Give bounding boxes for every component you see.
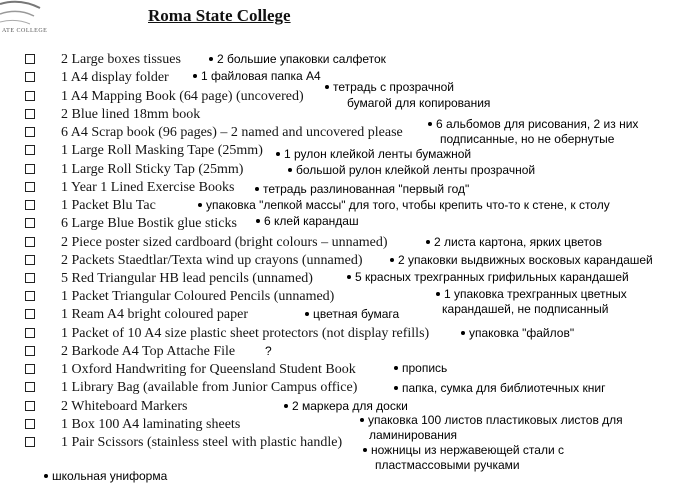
footer-note: школьная униформа (44, 469, 167, 484)
item-translation: 2 упаковки выдвижных восковых карандашей (390, 253, 653, 268)
item-english: 6 Large Blue Bostik glue sticks (61, 216, 237, 231)
item-english: 1 Box 100 A4 laminating sheets (61, 417, 241, 432)
bullet-icon (255, 187, 259, 191)
item-translation: цветная бумага (305, 307, 399, 322)
bullet-icon (394, 386, 398, 390)
item-english: 1 Large Roll Masking Tape (25mm) (61, 143, 263, 158)
item-translation: пропись (394, 361, 447, 376)
checkbox[interactable] (25, 218, 35, 228)
item-translation: тетрадь с прозрачной (325, 80, 454, 95)
item-english: 1 Year 1 Lined Exercise Books (61, 180, 235, 195)
checkbox[interactable] (25, 91, 35, 101)
bullet-icon (193, 74, 197, 78)
bullet-icon (428, 122, 432, 126)
item-english: 1 Ream A4 bright coloured paper (61, 307, 249, 322)
item-english: 1 Library Bag (available from Junior Campus office) (61, 380, 358, 395)
item-english: 2 Packets Staedtlar/Texta wind up crayons (unnamed) (61, 253, 363, 268)
item-translation: 5 красных трехгранных грифильных карандашей (347, 270, 629, 285)
checkbox[interactable] (25, 309, 35, 319)
checkbox[interactable] (25, 419, 35, 429)
checkbox[interactable] (25, 255, 35, 265)
item-translation: большой рулон клейкой ленты прозрачной (288, 163, 535, 178)
checkbox[interactable] (25, 127, 35, 137)
item-translation: 2 большие упаковки салфеток (209, 52, 386, 67)
bullet-icon (390, 258, 394, 262)
item-english: 6 A4 Scrap book (96 pages) – 2 named and uncovered please (61, 125, 403, 140)
bullet-icon (198, 203, 202, 207)
item-english: 2 Large boxes tissues (61, 52, 181, 67)
checkbox[interactable] (25, 364, 35, 374)
logo-emblem (0, 0, 44, 30)
item-english: 2 Barkode A4 Top Attache File (61, 344, 236, 359)
bullet-icon (347, 275, 351, 279)
item-english: 2 Piece poster sized cardboard (bright colours – unnamed) (61, 235, 388, 250)
checkbox[interactable] (25, 401, 35, 411)
item-english: 1 Pair Scissors (stainless steel with plastic handle) (61, 435, 343, 450)
item-translation: 1 рулон клейкой ленты бумажной (276, 147, 471, 162)
item-translation-continued: карандашей, не подписанный (442, 302, 609, 316)
item-translation: 1 файловая папка А4 (193, 69, 321, 84)
bullet-icon (284, 404, 288, 408)
item-translation-continued: ламинирования (369, 428, 458, 442)
item-translation: упаковка "лепкой массы" для того, чтобы крепить что-то к стене, к столу (198, 198, 610, 213)
checkbox[interactable] (25, 382, 35, 392)
checkbox[interactable] (25, 145, 35, 155)
item-translation: ? (265, 344, 272, 358)
bullet-icon (305, 312, 309, 316)
item-english: 1 Large Roll Sticky Tap (25mm) (61, 162, 244, 177)
bullet-icon (209, 57, 213, 61)
item-english: 1 Packet of 10 A4 size plastic sheet protectors (not display refills) (61, 326, 430, 341)
item-english: 1 Packet Triangular Coloured Pencils (unnamed) (61, 289, 335, 304)
item-english: 1 A4 display folder (61, 70, 169, 85)
item-translation-continued: пластмассовыми ручками (375, 458, 520, 472)
checkbox[interactable] (25, 291, 35, 301)
checkbox[interactable] (25, 109, 35, 119)
bullet-icon (44, 474, 48, 478)
logo-caption: ATE COLLEGE (2, 28, 48, 34)
bullet-icon (276, 152, 280, 156)
item-translation: 6 клей карандаш (256, 214, 359, 229)
checkbox[interactable] (25, 182, 35, 192)
item-english: 1 Packet Blu Tac (61, 198, 156, 213)
bullet-icon (394, 366, 398, 370)
college-logo (0, 0, 48, 38)
checkbox[interactable] (25, 54, 35, 64)
item-translation: упаковка "файлов" (461, 326, 574, 341)
item-translation: 2 листа картона, ярких цветов (426, 235, 602, 250)
bullet-icon (256, 219, 260, 223)
bullet-icon (436, 292, 440, 296)
item-english: 2 Blue lined 18mm book (61, 107, 201, 122)
item-translation: упаковка 100 листов пластиковых листов для (360, 413, 623, 428)
item-english: 2 Whiteboard Markers (61, 399, 188, 414)
checkbox[interactable] (25, 72, 35, 82)
checkbox[interactable] (25, 164, 35, 174)
bullet-icon (363, 448, 367, 452)
bullet-icon (426, 240, 430, 244)
item-translation: папка, сумка для библиотечных книг (394, 381, 605, 396)
item-english: 1 A4 Mapping Book (64 page) (uncovered) (61, 89, 304, 104)
item-english: 1 Oxford Handwriting for Queensland Student Book (61, 362, 356, 377)
checkbox[interactable] (25, 346, 35, 356)
item-translation: 6 альбомов для рисования, 2 из них (428, 117, 638, 132)
item-translation-continued: подписанные, но не обернутые (440, 132, 615, 146)
bullet-icon (461, 331, 465, 335)
bullet-icon (360, 418, 364, 422)
item-translation: 2 маркера для доски (284, 399, 408, 414)
item-translation: 1 упаковка трехгранных цветных (436, 287, 627, 302)
item-english: 5 Red Triangular HB lead pencils (unnamed) (61, 271, 313, 286)
bullet-icon (325, 85, 329, 89)
checkbox[interactable] (25, 273, 35, 283)
checkbox[interactable] (25, 200, 35, 210)
item-translation: ножницы из нержавеющей стали с (363, 443, 564, 458)
checkbox[interactable] (25, 437, 35, 447)
page-title: Roma State College (148, 6, 291, 25)
checkbox[interactable] (25, 237, 35, 247)
checkbox[interactable] (25, 328, 35, 338)
bullet-icon (288, 168, 292, 172)
item-translation-continued: бумагой для копирования (347, 96, 491, 110)
item-translation: тетрадь разлинованная "первый год" (255, 182, 469, 197)
